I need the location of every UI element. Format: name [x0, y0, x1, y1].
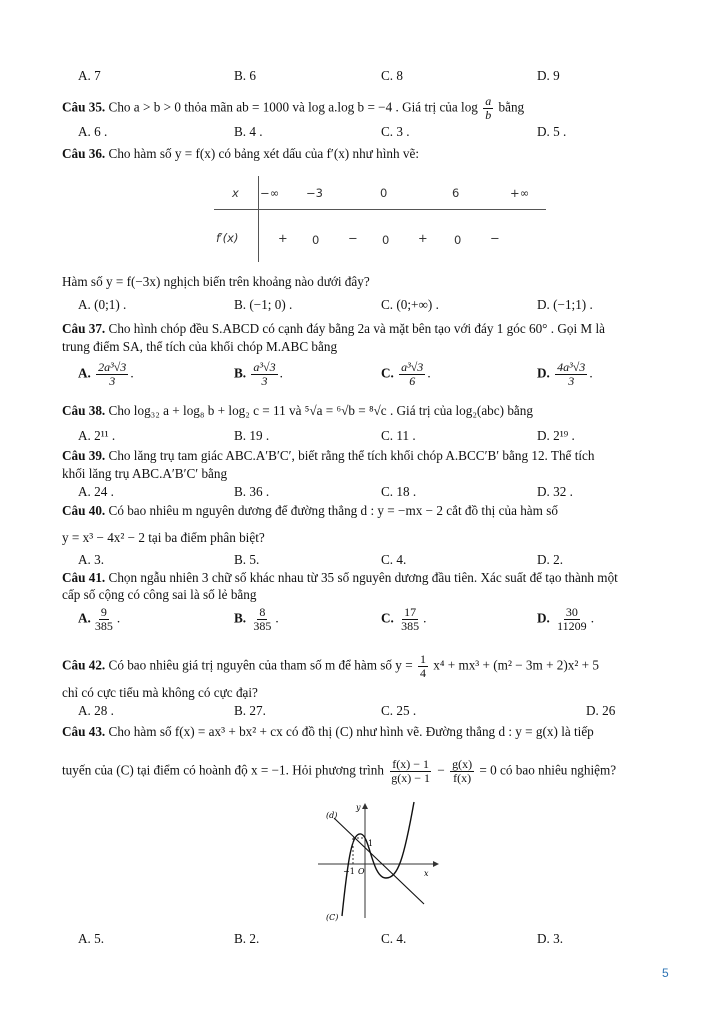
q38-answer-a: A. 2¹¹ .: [78, 428, 116, 443]
label-y: y: [356, 803, 361, 812]
q40-answer-b: B. 5.: [234, 552, 260, 567]
q35-answer-b: B. 4 .: [234, 124, 263, 139]
q41-answer-b: B. $\frac{8}{385}$ .: [234, 605, 279, 633]
q36-answer-a: A. (0;1) .: [78, 297, 127, 312]
q37-answer-b: B. $\frac{\text{a³√3}}{3}$ .: [234, 360, 283, 388]
q39-answer-b: B. 36 .: [234, 484, 270, 499]
line-d: [334, 818, 424, 904]
q37-line1: Câu 37. Cho hình chóp đều S.ABCD có cạnh đáy bằng 2a và mặt bên tạo với đáy 1 góc 60° . Gọi M là: [62, 321, 605, 336]
q43-answer-c: C. 4.: [381, 931, 407, 946]
q42-answer-b: B. 27.: [234, 703, 266, 718]
sign-table: [214, 176, 546, 262]
label-minus1: −1: [343, 867, 355, 876]
q38-answer-d: D. 2¹⁹ .: [537, 428, 575, 443]
label-o: O: [358, 867, 365, 876]
label-d: (d): [326, 811, 338, 820]
q43-line1: Câu 43. Cho hàm số f(x) = ax³ + bx² + cx có đồ thị (C) như hình vẽ. Đường thẳng d : y = g(x) là tiếp: [62, 724, 594, 739]
q41-answer-a: A. $\frac{9}{385}$ .: [78, 605, 121, 633]
q40-line1: Câu 40. Có bao nhiêu m nguyên dương để đường thẳng d : y = −mx − 2 cắt đồ thị của hàm số: [62, 503, 558, 518]
q36-question: Hàm số y = f(−3x) nghịch biến trên khoảng nào dưới đây?: [62, 274, 370, 289]
q36-text: Câu 36. Cho hàm số y = f(x) có bảng xét dấu của f′(x) như hình vẽ:: [62, 146, 419, 161]
sign-cell: −: [490, 231, 500, 245]
x-value: −∞: [260, 186, 280, 200]
q36-answer-d: D. (−1;1) .: [537, 297, 593, 312]
q35-fraction: $\frac{a}{b}$: [485, 94, 492, 122]
q40-answer-d: D. 2.: [537, 552, 564, 567]
q41-line2: cấp số cộng có công sai là số lẻ bằng: [62, 587, 257, 602]
q37-answer-a: A. $\frac{\text{2a³√3}}{3}$ .: [78, 360, 134, 388]
q39-answer-c: C. 18 .: [381, 484, 417, 499]
sign-cell: +: [418, 231, 428, 245]
q36-answer-c: C. (0;+∞) .: [381, 297, 439, 312]
x-value: 0: [380, 186, 388, 200]
q42-text: Câu 42. Có bao nhiêu giá trị nguyên của tham số m để hàm số y = $\frac{1}{4}$ x⁴ + mx³ + (m² − 3m + 2)x² + 5: [62, 652, 599, 680]
sign-cell: 0: [454, 233, 462, 247]
x-value: 6: [452, 186, 460, 200]
q34-answer-b: B. 6: [234, 68, 256, 83]
q35-text: Câu 35. Cho a > b > 0 thỏa mãn ab = 1000 và log a.log b = −4 . Giá trị của log $\frac{a}{b}$ bằng: [62, 94, 525, 122]
q38-answer-c: C. 11 .: [381, 428, 416, 443]
q34-answer-d: D. 9: [537, 68, 560, 83]
q39-answer-d: D. 32 .: [537, 484, 573, 499]
q43-graph: [312, 798, 444, 922]
q35-answer-c: C. 3 .: [381, 124, 410, 139]
q43-answer-a: A. 5.: [78, 931, 105, 946]
q38-answer-b: B. 19 .: [234, 428, 270, 443]
q38-text: Câu 38. Cho log₃₂ a + log₈ b + log₂ c = 11 và ⁵√a = ⁶√b = ⁸√c . Giá trị của log₂(abc) bằng: [62, 403, 533, 418]
q39-line2: khối lăng trụ ABC.A′B′C′ bằng: [62, 466, 228, 481]
q36-answer-b: B. (−1; 0) .: [234, 297, 293, 312]
q39-line1: Câu 39. Cho lăng trụ tam giác ABC.A′B′C′, biết rằng thể tích khối chóp A.BCC′B′ bằng 12. Thể tích: [62, 448, 595, 463]
q43-answer-d: D. 3.: [537, 931, 564, 946]
sign-cell: 0: [382, 233, 390, 247]
q41-answer-d: D. $\frac{30}{11209}$ .: [537, 605, 594, 633]
q37-answer-c: C. $\frac{\text{a³√3}}{6}$ .: [381, 360, 431, 388]
q34-answer-c: C. 8: [381, 68, 403, 83]
q41-answer-c: C. $\frac{17}{385}$ .: [381, 605, 427, 633]
label-x: x: [424, 869, 429, 878]
q42-answer-d: D. 26: [586, 703, 616, 718]
q42-answer-c: C. 25 .: [381, 703, 417, 718]
label-c: (C): [326, 913, 339, 922]
sign-cell: 0: [312, 233, 320, 247]
q40-answer-a: A. 3.: [78, 552, 105, 567]
x-value: −3: [306, 186, 323, 200]
sign-cell: −: [348, 231, 358, 245]
q40-line2: y = x³ − 4x² − 2 tại ba điểm phân biệt?: [62, 530, 265, 545]
q35-answer-a: A. 6 .: [78, 124, 108, 139]
x-value: +∞: [510, 186, 530, 200]
q39-answer-a: A. 24 .: [78, 484, 114, 499]
q35-answer-d: D. 5 .: [537, 124, 567, 139]
label-1: 1: [368, 839, 374, 848]
q43-answer-b: B. 2.: [234, 931, 260, 946]
q41-line1: Câu 41. Chọn ngẫu nhiên 3 chữ số khác nhau từ 35 số nguyên dương đầu tiên. Xác suất để tạo thành một: [62, 570, 618, 585]
q42-line2: chỉ có cực tiểu mà không có cực đại?: [62, 685, 258, 700]
q40-answer-c: C. 4.: [381, 552, 407, 567]
q43-line2: tuyến của (C) tại điểm có hoành độ x = −1. Hỏi phương trình $\frac{f(x) - 1}{g(x) - 1}$ − $\frac{g(x)}{f(x)}$ = 0 có bao nhiêu nghiệm?: [62, 757, 617, 785]
sign-cell: +: [278, 231, 288, 245]
page-number: 5: [662, 966, 669, 980]
table-x-label: x: [232, 186, 239, 200]
q34-answer-a: A. 7: [78, 68, 101, 83]
q37-line2: trung điểm SA, thể tích của khối chóp M.ABC bằng: [62, 339, 338, 354]
q37-answer-d: D. $\frac{\text{4a³√3}}{3}$ .: [537, 360, 593, 388]
q42-answer-a: A. 28 .: [78, 703, 114, 718]
table-fprime-label: f′(x): [216, 231, 239, 245]
